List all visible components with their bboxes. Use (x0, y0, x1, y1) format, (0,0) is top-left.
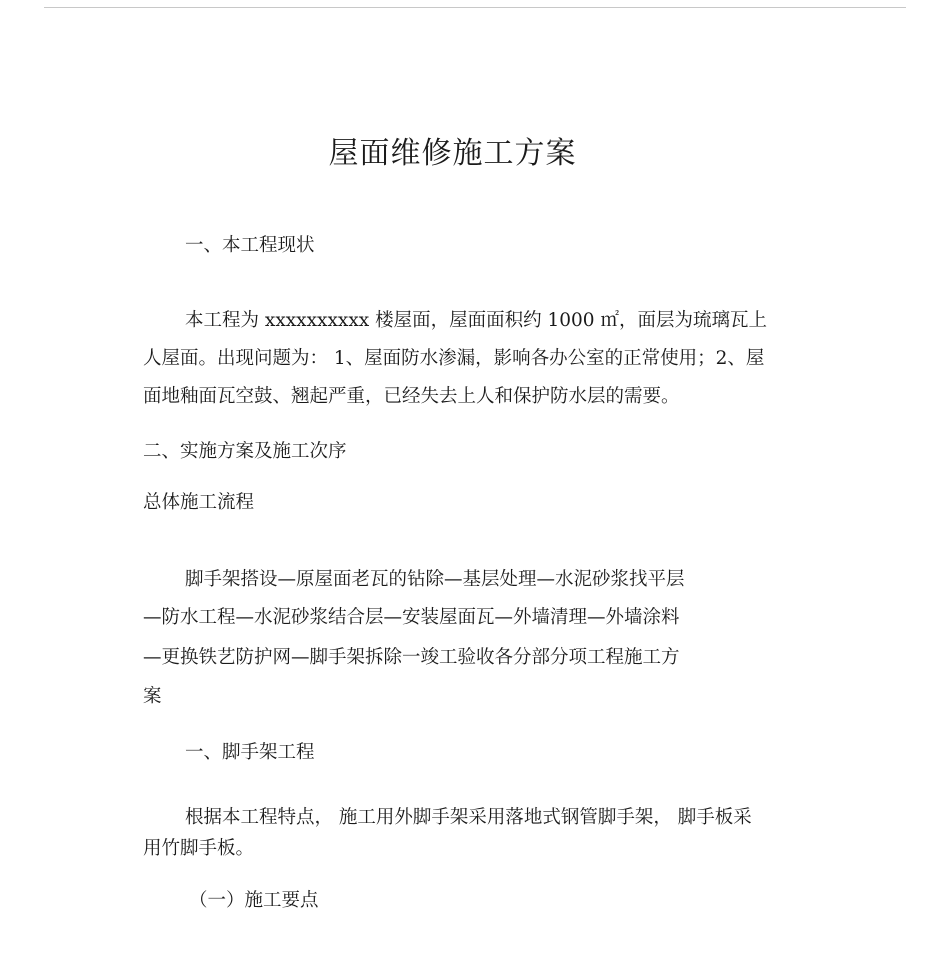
paragraph-line: 根据本工程特点， 施工用外脚手架采用落地式钢管脚手架， 脚手板采 (185, 807, 752, 828)
section-heading-plan: 二、实施方案及施工次序 (143, 441, 347, 462)
section-heading-scaffold: 一、脚手架工程 (185, 742, 315, 763)
flow-line: —更换铁艺防护网—脚手架拆除一竣工验收各分部分项工程施工方 (143, 647, 680, 668)
paragraph-line: 面地釉面瓦空鼓、翘起严重，已经失去上人和保护防水层的需要。 (143, 386, 680, 407)
header-rule (44, 7, 906, 8)
paragraph-line: 本工程为 xxxxxxxxxx 楼屋面，屋面面积约 1000 ㎡，面层为琉璃瓦上 (185, 310, 767, 331)
subheading-construction-points: （一）施工要点 (189, 890, 319, 911)
paragraph-line: 用竹脚手板。 (143, 838, 255, 859)
flow-line: 脚手架搭设—原屋面老瓦的钻除—基层处理—水泥砂浆找平层 (185, 569, 685, 590)
subheading-overall-flow: 总体施工流程 (143, 492, 255, 513)
flow-line: 案 (143, 686, 162, 707)
document-title: 屋面维修施工方案 (328, 136, 577, 171)
section-heading-status: 一、本工程现状 (185, 235, 315, 256)
flow-line: —防水工程—水泥砂浆结合层—安装屋面瓦—外墙清理—外墙涂料 (143, 607, 680, 628)
paragraph-line: 人屋面。出现问题为： 1、屋面防水渗漏，影响各办公室的正常使用；2、屋 (143, 348, 765, 369)
